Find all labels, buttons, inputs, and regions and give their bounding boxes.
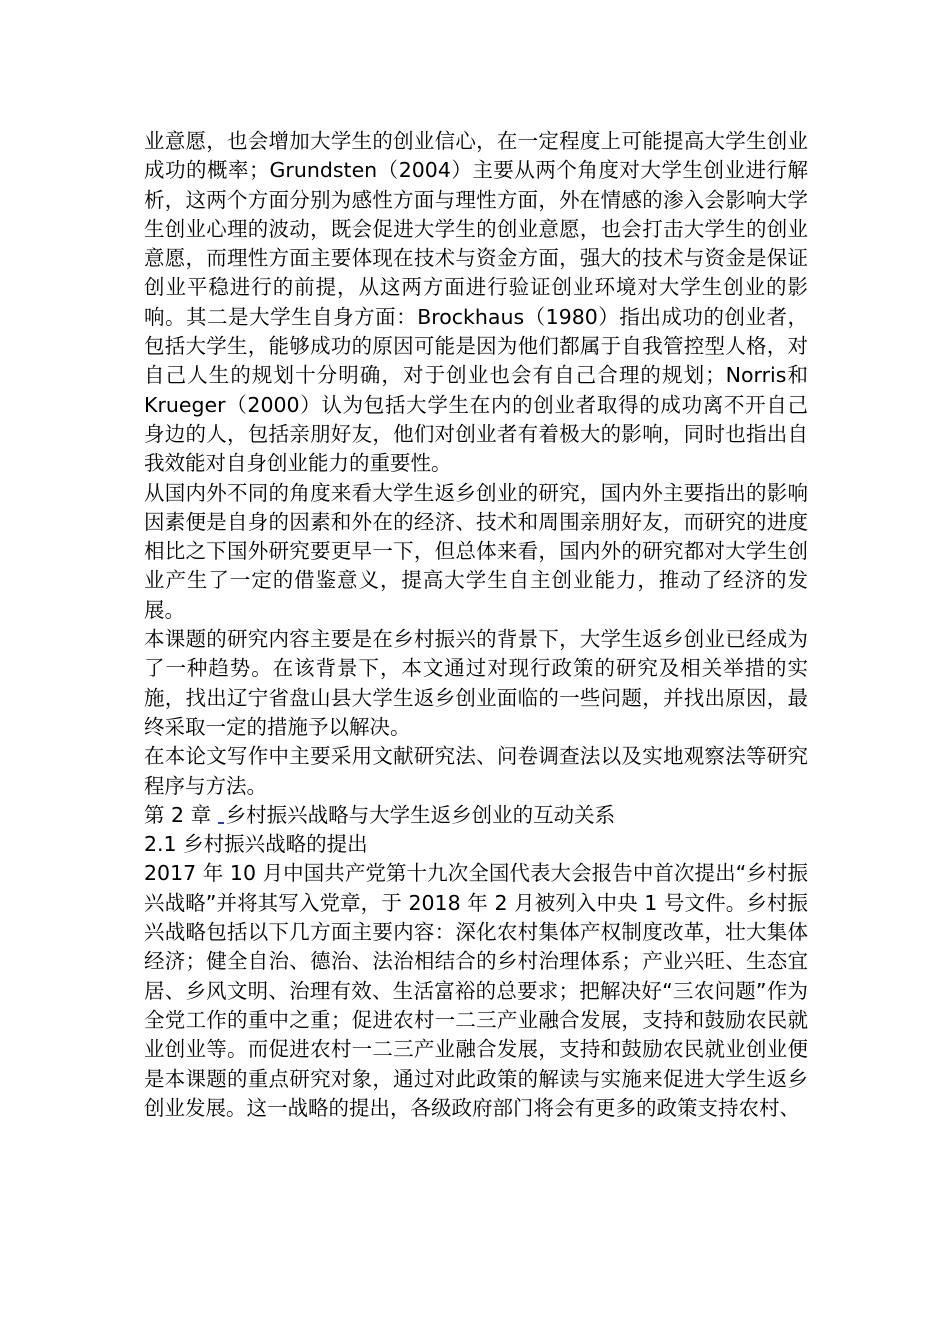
chapter-heading-prefix: 第 2 章 (144, 802, 212, 827)
document-body (144, 127, 808, 1123)
chapter-heading (144, 801, 808, 830)
chapter-heading-title: 乡村振兴战略与大学生返乡创业的互动关系 (225, 802, 616, 827)
hyperlink-underline-mark (218, 822, 224, 824)
body-paragraph-2: 从国内外不同的角度来看大学生返乡创业的研究，国内外主要指出的影响因素便是自身的因素和外在的经济、技术和周围亲朋好友，而研究的进度相比之下国外研究要更早一下，但总体来看，国内外的研究都对大学生创业产生了一定的借鉴意义，提高大学生自主创业能力，推动了经济的发展。 (144, 480, 808, 622)
body-paragraph-1: 业意愿，也会增加大学生的创业信心，在一定程度上可能提高大学生创业成功的概率；Grundsten（2004）主要从两个角度对大学生创业进行解析，这两个方面分别为感性方面与理性方面，外在情感的渗入会影响大学生创业心理的波动，既会促进大学生的创业意愿，也会打击大学生的创业意愿，而理性方面主要体现在技术与资金方面，强大的技术与资金是保证创业平稳进行的前提，从这两方面进行验证创业环境对大学生创业的影响。其二是大学生自身方面：Brockhaus（1980）指出成功的创业者，包括大学生，能够成功的原因可能是因为他们都属于自我管控型人格，对自己人生的规划十分明确，对于创业也会有自己合理的规划；Norris和Krueger（2000）认为包括大学生在内的创业者取得的成功离不开自己身边的人，包括亲朋好友，他们对创业者有着极大的影响，同时也指出自我效能对自身创业能力的重要性。 (144, 129, 808, 476)
body-paragraph-3: 本课题的研究内容主要是在乡村振兴的背景下，大学生返乡创业已经成为了一种趋势。在该背景下，本文通过对现行政策的研究及相关举措的实施，找出辽宁省盘山县大学生返乡创业面临的一些问题，并找出原因，最终采取一定的措施予以解决。 (144, 627, 808, 739)
section-heading: 2.1 乡村振兴战略的提出 (144, 832, 368, 857)
section-paragraph: 2017 年 10 月中国共产党第十九次全国代表大会报告中首次提出“乡村振兴战略”并将其写入党章，于 2018 年 2 月被列入中央 1 号文件。乡村振兴战略包括以下几方面主要内容：深化农村集体产权制度改革，壮大集体经济；健全自治、德治、法治相结合的乡村治理体系；产业兴旺、生态宜居、乡风文明、治理有效、生活富裕的总要求；把解决好“三农问题”作为全党工作的重中之重；促进农村一二三产业融合发展，支持和鼓励农民就业创业等。而促进农村一二三产业融合发展，支持和鼓励农民就业创业便是本课题的重点研究对象，通过对此政策的解读与实施来促进大学生返乡创业发展。这一战略的提出，各级政府部门将会有更多的政策支持农村、 (144, 861, 808, 1120)
body-paragraph-4: 在本论文写作中主要采用文献研究法、问卷调查法以及实地观察法等研究程序与方法。 (144, 744, 808, 798)
